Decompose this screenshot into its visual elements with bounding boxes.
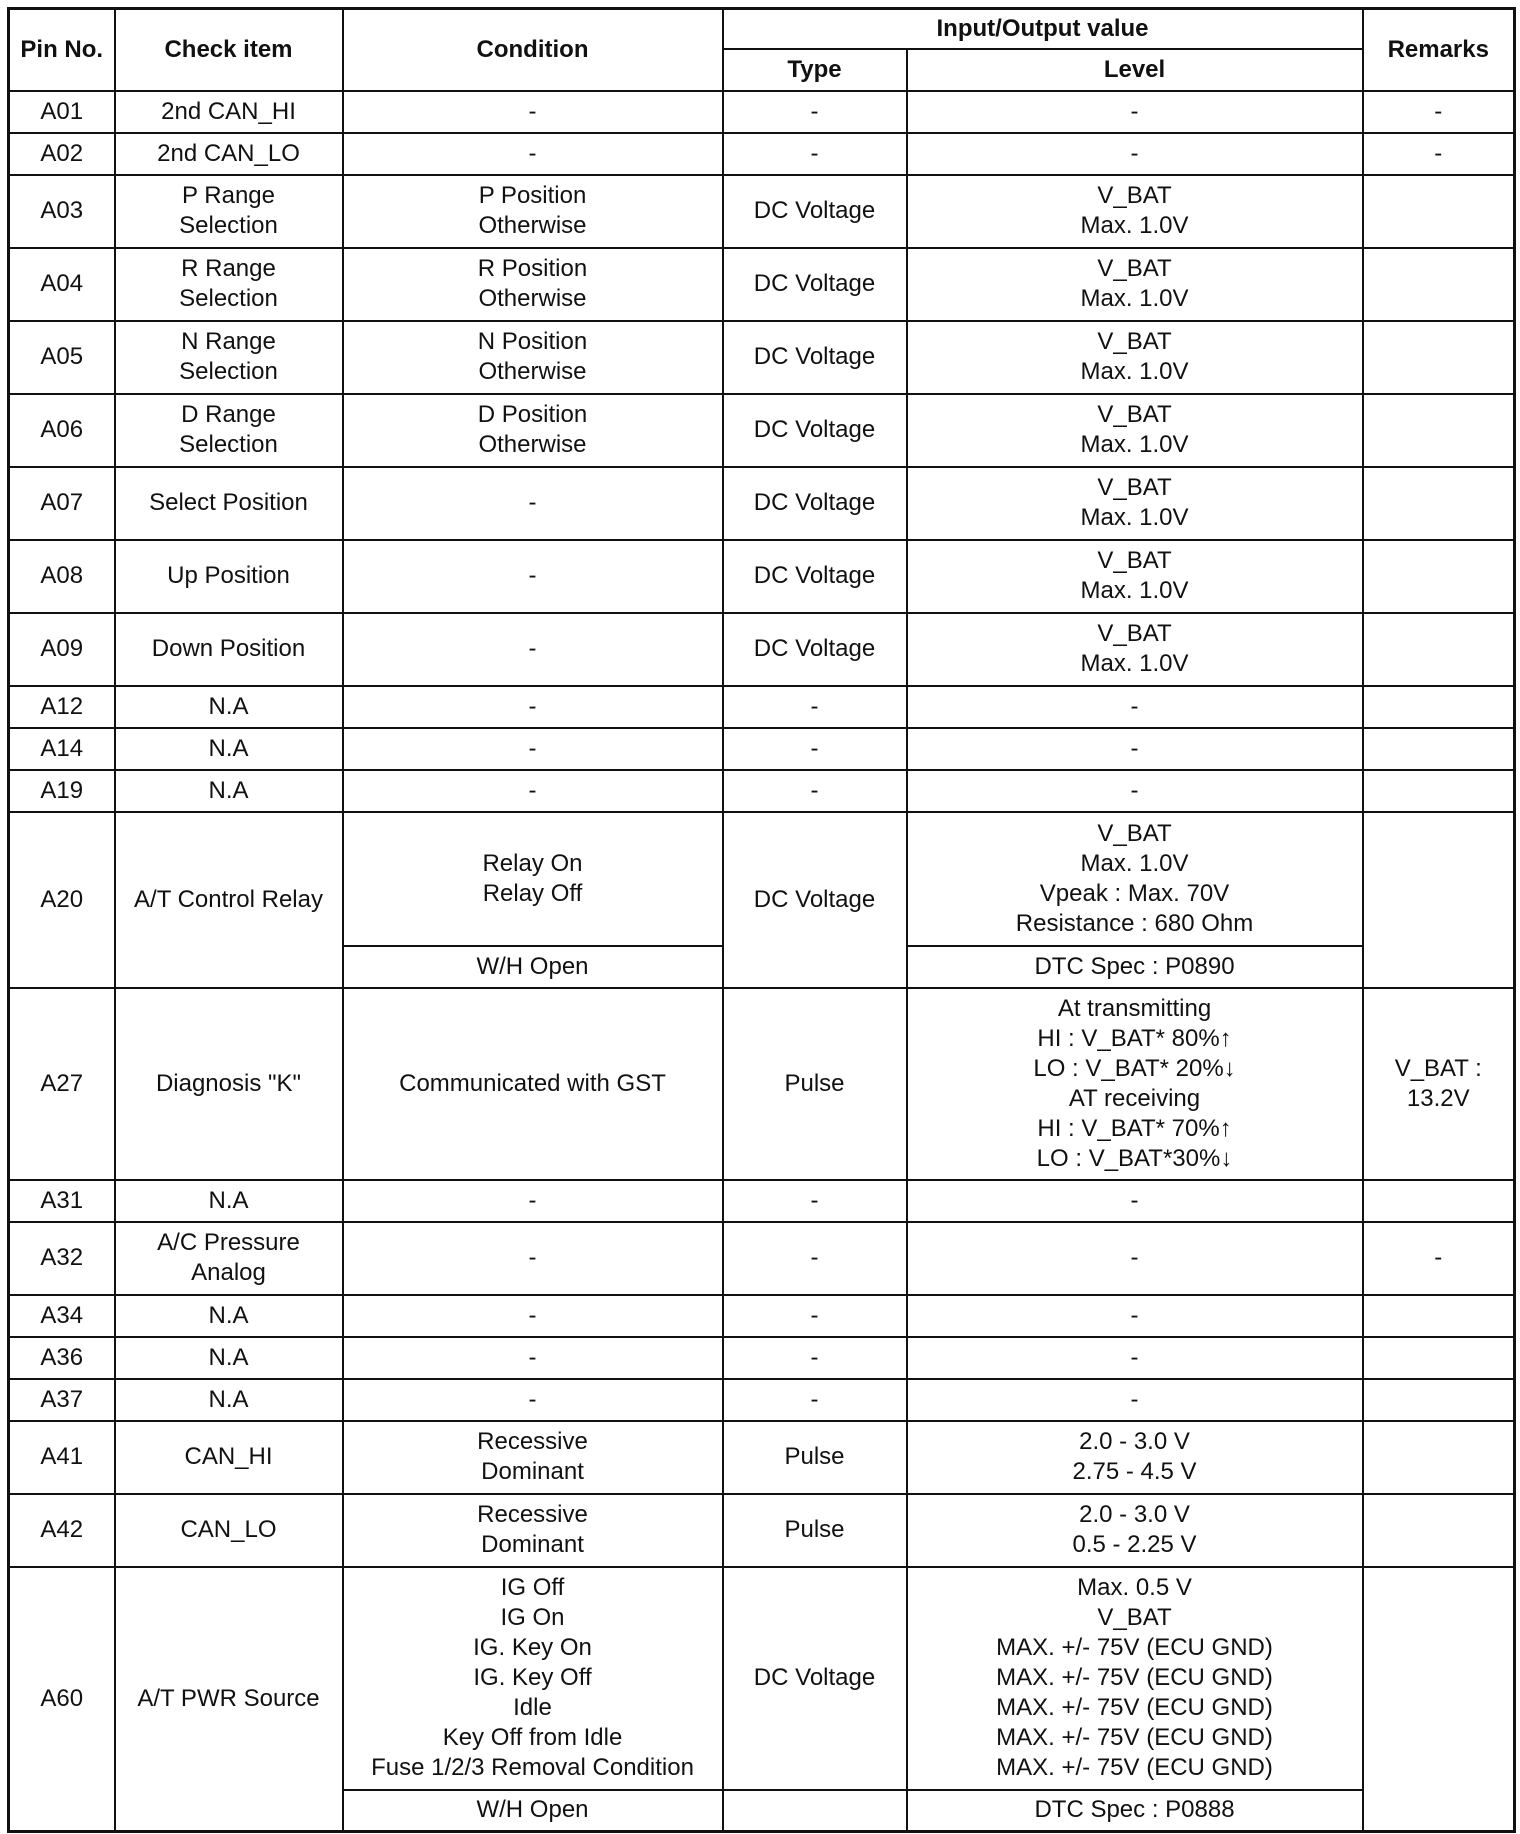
pin-cell: A36 xyxy=(9,1337,115,1379)
condition-cell-wh-open: W/H Open xyxy=(343,946,723,988)
type-cell: - xyxy=(723,1222,907,1295)
check-item-cell: N.A xyxy=(115,770,343,812)
table-row xyxy=(9,1337,1515,1379)
header-remarks: Remarks xyxy=(1363,9,1515,91)
type-cell: DC Voltage xyxy=(723,467,907,540)
check-item-cell: P Range Selection xyxy=(115,175,343,248)
remarks-cell xyxy=(1363,812,1515,988)
check-item-cell: N.A xyxy=(115,1379,343,1421)
pin-cell: A08 xyxy=(9,540,115,613)
check-item-cell: N.A xyxy=(115,1295,343,1337)
pin-cell: A34 xyxy=(9,1295,115,1337)
type-cell: DC Voltage xyxy=(723,175,907,248)
check-item-cell: N.A xyxy=(115,1180,343,1222)
condition-cell: - xyxy=(343,770,723,812)
level-cell: - xyxy=(907,1222,1363,1295)
pin-cell: A41 xyxy=(9,1421,115,1494)
level-cell: V_BAT Max. 1.0V xyxy=(907,175,1363,248)
level-cell: At transmitting HI : V_BAT* 80%↑ LO : V_BAT* 20%↓ AT receiving HI : V_BAT* 70%↑ LO : V_BAT*30%↓ xyxy=(907,988,1363,1180)
level-cell: - xyxy=(907,91,1363,133)
header-io-value: Input/Output value xyxy=(723,9,1363,49)
condition-cell: - xyxy=(343,1180,723,1222)
table-row xyxy=(9,1567,1515,1790)
header-type: Type xyxy=(723,49,907,91)
type-cell: - xyxy=(723,728,907,770)
pin-cell: A42 xyxy=(9,1494,115,1567)
header-check-item: Check item xyxy=(115,9,343,91)
condition-cell: Communicated with GST xyxy=(343,988,723,1180)
type-cell: DC Voltage xyxy=(723,812,907,988)
remarks-cell xyxy=(1363,394,1515,467)
remarks-cell xyxy=(1363,1421,1515,1494)
table-row xyxy=(9,321,1515,394)
remarks-cell xyxy=(1363,467,1515,540)
remarks-cell: - xyxy=(1363,1222,1515,1295)
table-row xyxy=(9,1379,1515,1421)
pin-cell: A20 xyxy=(9,812,115,988)
check-item-cell: D Range Selection xyxy=(115,394,343,467)
check-item-cell: N.A xyxy=(115,728,343,770)
table-row xyxy=(9,728,1515,770)
table-row xyxy=(9,1180,1515,1222)
check-item-cell: Select Position xyxy=(115,467,343,540)
condition-cell: - xyxy=(343,613,723,686)
type-cell: DC Voltage xyxy=(723,321,907,394)
pin-cell: A32 xyxy=(9,1222,115,1295)
pin-cell: A31 xyxy=(9,1180,115,1222)
level-cell-dtc-spec: DTC Spec : P0888 xyxy=(907,1790,1363,1832)
type-cell: Pulse xyxy=(723,988,907,1180)
header-row-1 xyxy=(9,9,1515,49)
type-cell: - xyxy=(723,686,907,728)
condition-cell: IG Off IG On IG. Key On IG. Key Off Idle Key Off from Idle Fuse 1/2/3 Removal Condition xyxy=(343,1567,723,1790)
remarks-cell xyxy=(1363,248,1515,321)
type-cell: DC Voltage xyxy=(723,394,907,467)
table-row xyxy=(9,91,1515,133)
table-row xyxy=(9,540,1515,613)
type-cell: - xyxy=(723,133,907,175)
pin-cell: A02 xyxy=(9,133,115,175)
check-item-cell: Up Position xyxy=(115,540,343,613)
check-item-cell: Down Position xyxy=(115,613,343,686)
level-cell: - xyxy=(907,686,1363,728)
level-cell: - xyxy=(907,1379,1363,1421)
pin-cell: A14 xyxy=(9,728,115,770)
pin-cell: A07 xyxy=(9,467,115,540)
level-cell: V_BAT Max. 1.0V Vpeak : Max. 70V Resistance : 680 Ohm xyxy=(907,812,1363,946)
check-item-cell: A/T PWR Source xyxy=(115,1567,343,1832)
table-row xyxy=(9,613,1515,686)
table-row xyxy=(9,175,1515,248)
condition-cell: - xyxy=(343,1379,723,1421)
pin-spec-table xyxy=(7,7,1516,1833)
table-row xyxy=(9,1421,1515,1494)
remarks-cell: V_BAT : 13.2V xyxy=(1363,988,1515,1180)
condition-cell: - xyxy=(343,686,723,728)
type-cell: Pulse xyxy=(723,1421,907,1494)
condition-cell-wh-open: W/H Open xyxy=(343,1790,723,1832)
type-cell-empty xyxy=(723,1790,907,1832)
type-cell: DC Voltage xyxy=(723,1567,907,1790)
remarks-cell xyxy=(1363,1337,1515,1379)
check-item-cell: N.A xyxy=(115,686,343,728)
remarks-cell xyxy=(1363,1295,1515,1337)
level-cell: V_BAT Max. 1.0V xyxy=(907,613,1363,686)
condition-cell: - xyxy=(343,540,723,613)
type-cell: - xyxy=(723,1337,907,1379)
remarks-cell xyxy=(1363,321,1515,394)
remarks-cell xyxy=(1363,613,1515,686)
remarks-cell xyxy=(1363,1567,1515,1832)
level-cell: V_BAT Max. 1.0V xyxy=(907,394,1363,467)
table-row xyxy=(9,1295,1515,1337)
level-cell: - xyxy=(907,1180,1363,1222)
type-cell: DC Voltage xyxy=(723,613,907,686)
type-cell: DC Voltage xyxy=(723,248,907,321)
type-cell: - xyxy=(723,1379,907,1421)
level-cell: V_BAT Max. 1.0V xyxy=(907,321,1363,394)
type-cell: - xyxy=(723,91,907,133)
type-cell: - xyxy=(723,1180,907,1222)
pin-cell: A06 xyxy=(9,394,115,467)
condition-cell: - xyxy=(343,1222,723,1295)
remarks-cell xyxy=(1363,728,1515,770)
condition-cell: N Position Otherwise xyxy=(343,321,723,394)
level-cell: - xyxy=(907,133,1363,175)
level-cell: V_BAT Max. 1.0V xyxy=(907,248,1363,321)
pin-cell: A27 xyxy=(9,988,115,1180)
level-cell: 2.0 - 3.0 V 0.5 - 2.25 V xyxy=(907,1494,1363,1567)
check-item-cell: CAN_LO xyxy=(115,1494,343,1567)
pin-cell: A19 xyxy=(9,770,115,812)
check-item-cell: 2nd CAN_LO xyxy=(115,133,343,175)
table-row xyxy=(9,1222,1515,1295)
check-item-cell: A/C Pressure Analog xyxy=(115,1222,343,1295)
type-cell: - xyxy=(723,1295,907,1337)
check-item-cell: N Range Selection xyxy=(115,321,343,394)
table-row xyxy=(9,248,1515,321)
condition-cell: - xyxy=(343,1295,723,1337)
remarks-cell xyxy=(1363,1180,1515,1222)
table-row xyxy=(9,1494,1515,1567)
pin-cell: A09 xyxy=(9,613,115,686)
level-cell-dtc-spec: DTC Spec : P0890 xyxy=(907,946,1363,988)
table-row xyxy=(9,812,1515,946)
condition-cell: Relay On Relay Off xyxy=(343,812,723,946)
type-cell: Pulse xyxy=(723,1494,907,1567)
pin-cell: A03 xyxy=(9,175,115,248)
pin-cell: A01 xyxy=(9,91,115,133)
level-cell: Max. 0.5 V V_BAT MAX. +/- 75V (ECU GND) MAX. +/- 75V (ECU GND) MAX. +/- 75V (ECU GND) MAX. +/- 75V (ECU GND) MAX. +/- 75V (ECU GND) xyxy=(907,1567,1363,1790)
level-cell: - xyxy=(907,770,1363,812)
condition-cell: - xyxy=(343,467,723,540)
table-row xyxy=(9,770,1515,812)
remarks-cell xyxy=(1363,175,1515,248)
type-cell: - xyxy=(723,770,907,812)
table-row xyxy=(9,394,1515,467)
level-cell: V_BAT Max. 1.0V xyxy=(907,467,1363,540)
check-item-cell: R Range Selection xyxy=(115,248,343,321)
condition-cell: - xyxy=(343,133,723,175)
header-condition: Condition xyxy=(343,9,723,91)
remarks-cell xyxy=(1363,770,1515,812)
level-cell: V_BAT Max. 1.0V xyxy=(907,540,1363,613)
condition-cell: P Position Otherwise xyxy=(343,175,723,248)
check-item-cell: 2nd CAN_HI xyxy=(115,91,343,133)
check-item-cell: A/T Control Relay xyxy=(115,812,343,988)
table-row xyxy=(9,467,1515,540)
pin-cell: A04 xyxy=(9,248,115,321)
header-pin-no: Pin No. xyxy=(9,9,115,91)
table-row xyxy=(9,686,1515,728)
remarks-cell: - xyxy=(1363,91,1515,133)
remarks-cell xyxy=(1363,540,1515,613)
condition-cell: D Position Otherwise xyxy=(343,394,723,467)
remarks-cell: - xyxy=(1363,133,1515,175)
pin-cell: A37 xyxy=(9,1379,115,1421)
check-item-cell: CAN_HI xyxy=(115,1421,343,1494)
condition-cell: R Position Otherwise xyxy=(343,248,723,321)
check-item-cell: N.A xyxy=(115,1337,343,1379)
condition-cell: - xyxy=(343,1337,723,1379)
check-item-cell: Diagnosis "K" xyxy=(115,988,343,1180)
remarks-cell xyxy=(1363,1379,1515,1421)
pin-cell: A12 xyxy=(9,686,115,728)
level-cell: - xyxy=(907,728,1363,770)
type-cell: DC Voltage xyxy=(723,540,907,613)
level-cell: - xyxy=(907,1295,1363,1337)
condition-cell: Recessive Dominant xyxy=(343,1421,723,1494)
table-row xyxy=(9,133,1515,175)
remarks-cell xyxy=(1363,1494,1515,1567)
pin-cell: A60 xyxy=(9,1567,115,1832)
header-level: Level xyxy=(907,49,1363,91)
level-cell: 2.0 - 3.0 V 2.75 - 4.5 V xyxy=(907,1421,1363,1494)
remarks-cell xyxy=(1363,686,1515,728)
condition-cell: Recessive Dominant xyxy=(343,1494,723,1567)
condition-cell: - xyxy=(343,728,723,770)
level-cell: - xyxy=(907,1337,1363,1379)
condition-cell: - xyxy=(343,91,723,133)
table-row xyxy=(9,988,1515,1180)
pin-cell: A05 xyxy=(9,321,115,394)
pin-spec-table-container xyxy=(7,7,1516,1833)
